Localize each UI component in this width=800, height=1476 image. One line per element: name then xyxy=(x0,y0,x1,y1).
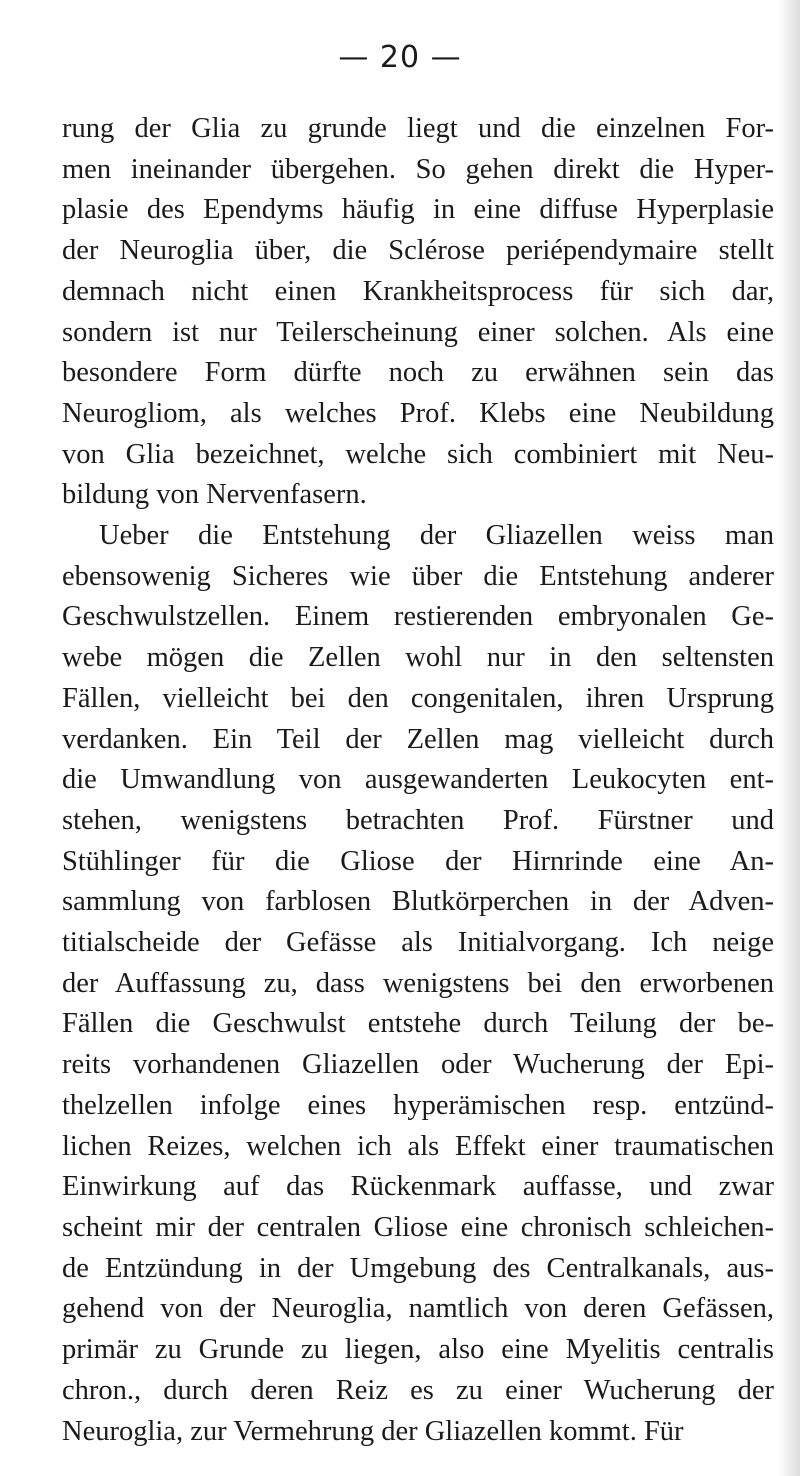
text-line: die Umwandlung von ausgewanderten Leukocyten ent- xyxy=(62,764,774,796)
text-line: titialscheide der Gefässe als Initialvorgang. Ich neige xyxy=(62,927,774,959)
text-line: verdanken. Ein Teil der Zellen mag vielleicht durch xyxy=(62,723,774,755)
text-line: Neurogliom, als welches Prof. Klebs eine Neubildung xyxy=(62,397,774,429)
text-line: der Neuroglia über, die Sclérose periépendymaire stellt xyxy=(62,235,774,267)
text-line: demnach nicht einen Krankheitsprocess für sich dar, xyxy=(62,275,774,307)
text-line: Geschwulstzellen. Einem restierenden embryonalen Ge- xyxy=(62,601,774,633)
page-number: — 20 — xyxy=(338,40,462,75)
text-line: lichen Reizes, welchen ich als Effekt einer traumatischen xyxy=(62,1130,774,1162)
page-edge-shadow xyxy=(778,0,800,1476)
text-line: Einwirkung auf das Rückenmark auffasse, und zwar xyxy=(62,1171,774,1203)
text-line: reits vorhandenen Gliazellen oder Wucherung der Epi- xyxy=(62,1049,774,1081)
text-line: Stühlinger für die Gliose der Hirnrinde eine An- xyxy=(62,845,774,877)
text-line: sammlung von farblosen Blutkörperchen in der Adven- xyxy=(62,886,774,918)
text-line: Ueber die Entstehung der Gliazellen weiss man xyxy=(99,520,774,552)
text-line: gehend von der Neuroglia, namtlich von deren Gefässen, xyxy=(62,1293,774,1325)
text-line: von Glia bezeichnet, welche sich combiniert mit Neu- xyxy=(62,438,774,470)
text-line: de Entzündung in der Umgebung des Centralkanals, aus- xyxy=(62,1252,774,1284)
text-line: der Auffassung zu, dass wenigstens bei den erworbenen xyxy=(62,967,774,999)
text-line: plasie des Ependyms häufig in eine diffuse Hyperplasie xyxy=(62,194,774,226)
text-line: bildung von Nervenfasern. xyxy=(62,479,367,511)
text-line: Fällen, vielleicht bei den congenitalen, ihren Ursprung xyxy=(62,682,774,714)
text-line: Neuroglia, zur Vermehrung der Gliazellen kommt. Für xyxy=(62,1415,684,1447)
text-line: rung der Glia zu grunde liegt und die einzelnen For- xyxy=(62,113,774,144)
text-line: Fällen die Geschwulst entstehe durch Teilung der be- xyxy=(62,1008,774,1040)
text-line: webe mögen die Zellen wohl nur in den seltensten xyxy=(62,642,774,674)
text-line: primär zu Grunde zu liegen, also eine Myelitis centralis xyxy=(62,1334,774,1366)
text-line: men ineinander übergehen. So gehen direkt die Hyper- xyxy=(62,153,774,185)
text-line: stehen, wenigstens betrachten Prof. Fürstner und xyxy=(62,804,774,836)
text-line: besondere Form dürfte noch zu erwähnen sein das xyxy=(62,357,774,389)
body-text xyxy=(62,109,774,1452)
text-line: chron., durch deren Reiz es zu einer Wucherung der xyxy=(62,1374,774,1406)
text-line: ebensowenig Sicheres wie über die Entstehung anderer xyxy=(62,560,774,592)
text-line: thelzellen infolge eines hyperämischen resp. entzünd- xyxy=(62,1089,774,1121)
text-line: sondern ist nur Teilerscheinung einer solchen. Als eine xyxy=(62,316,774,348)
text-line: scheint mir der centralen Gliose eine chronisch schleichen- xyxy=(62,1211,774,1243)
